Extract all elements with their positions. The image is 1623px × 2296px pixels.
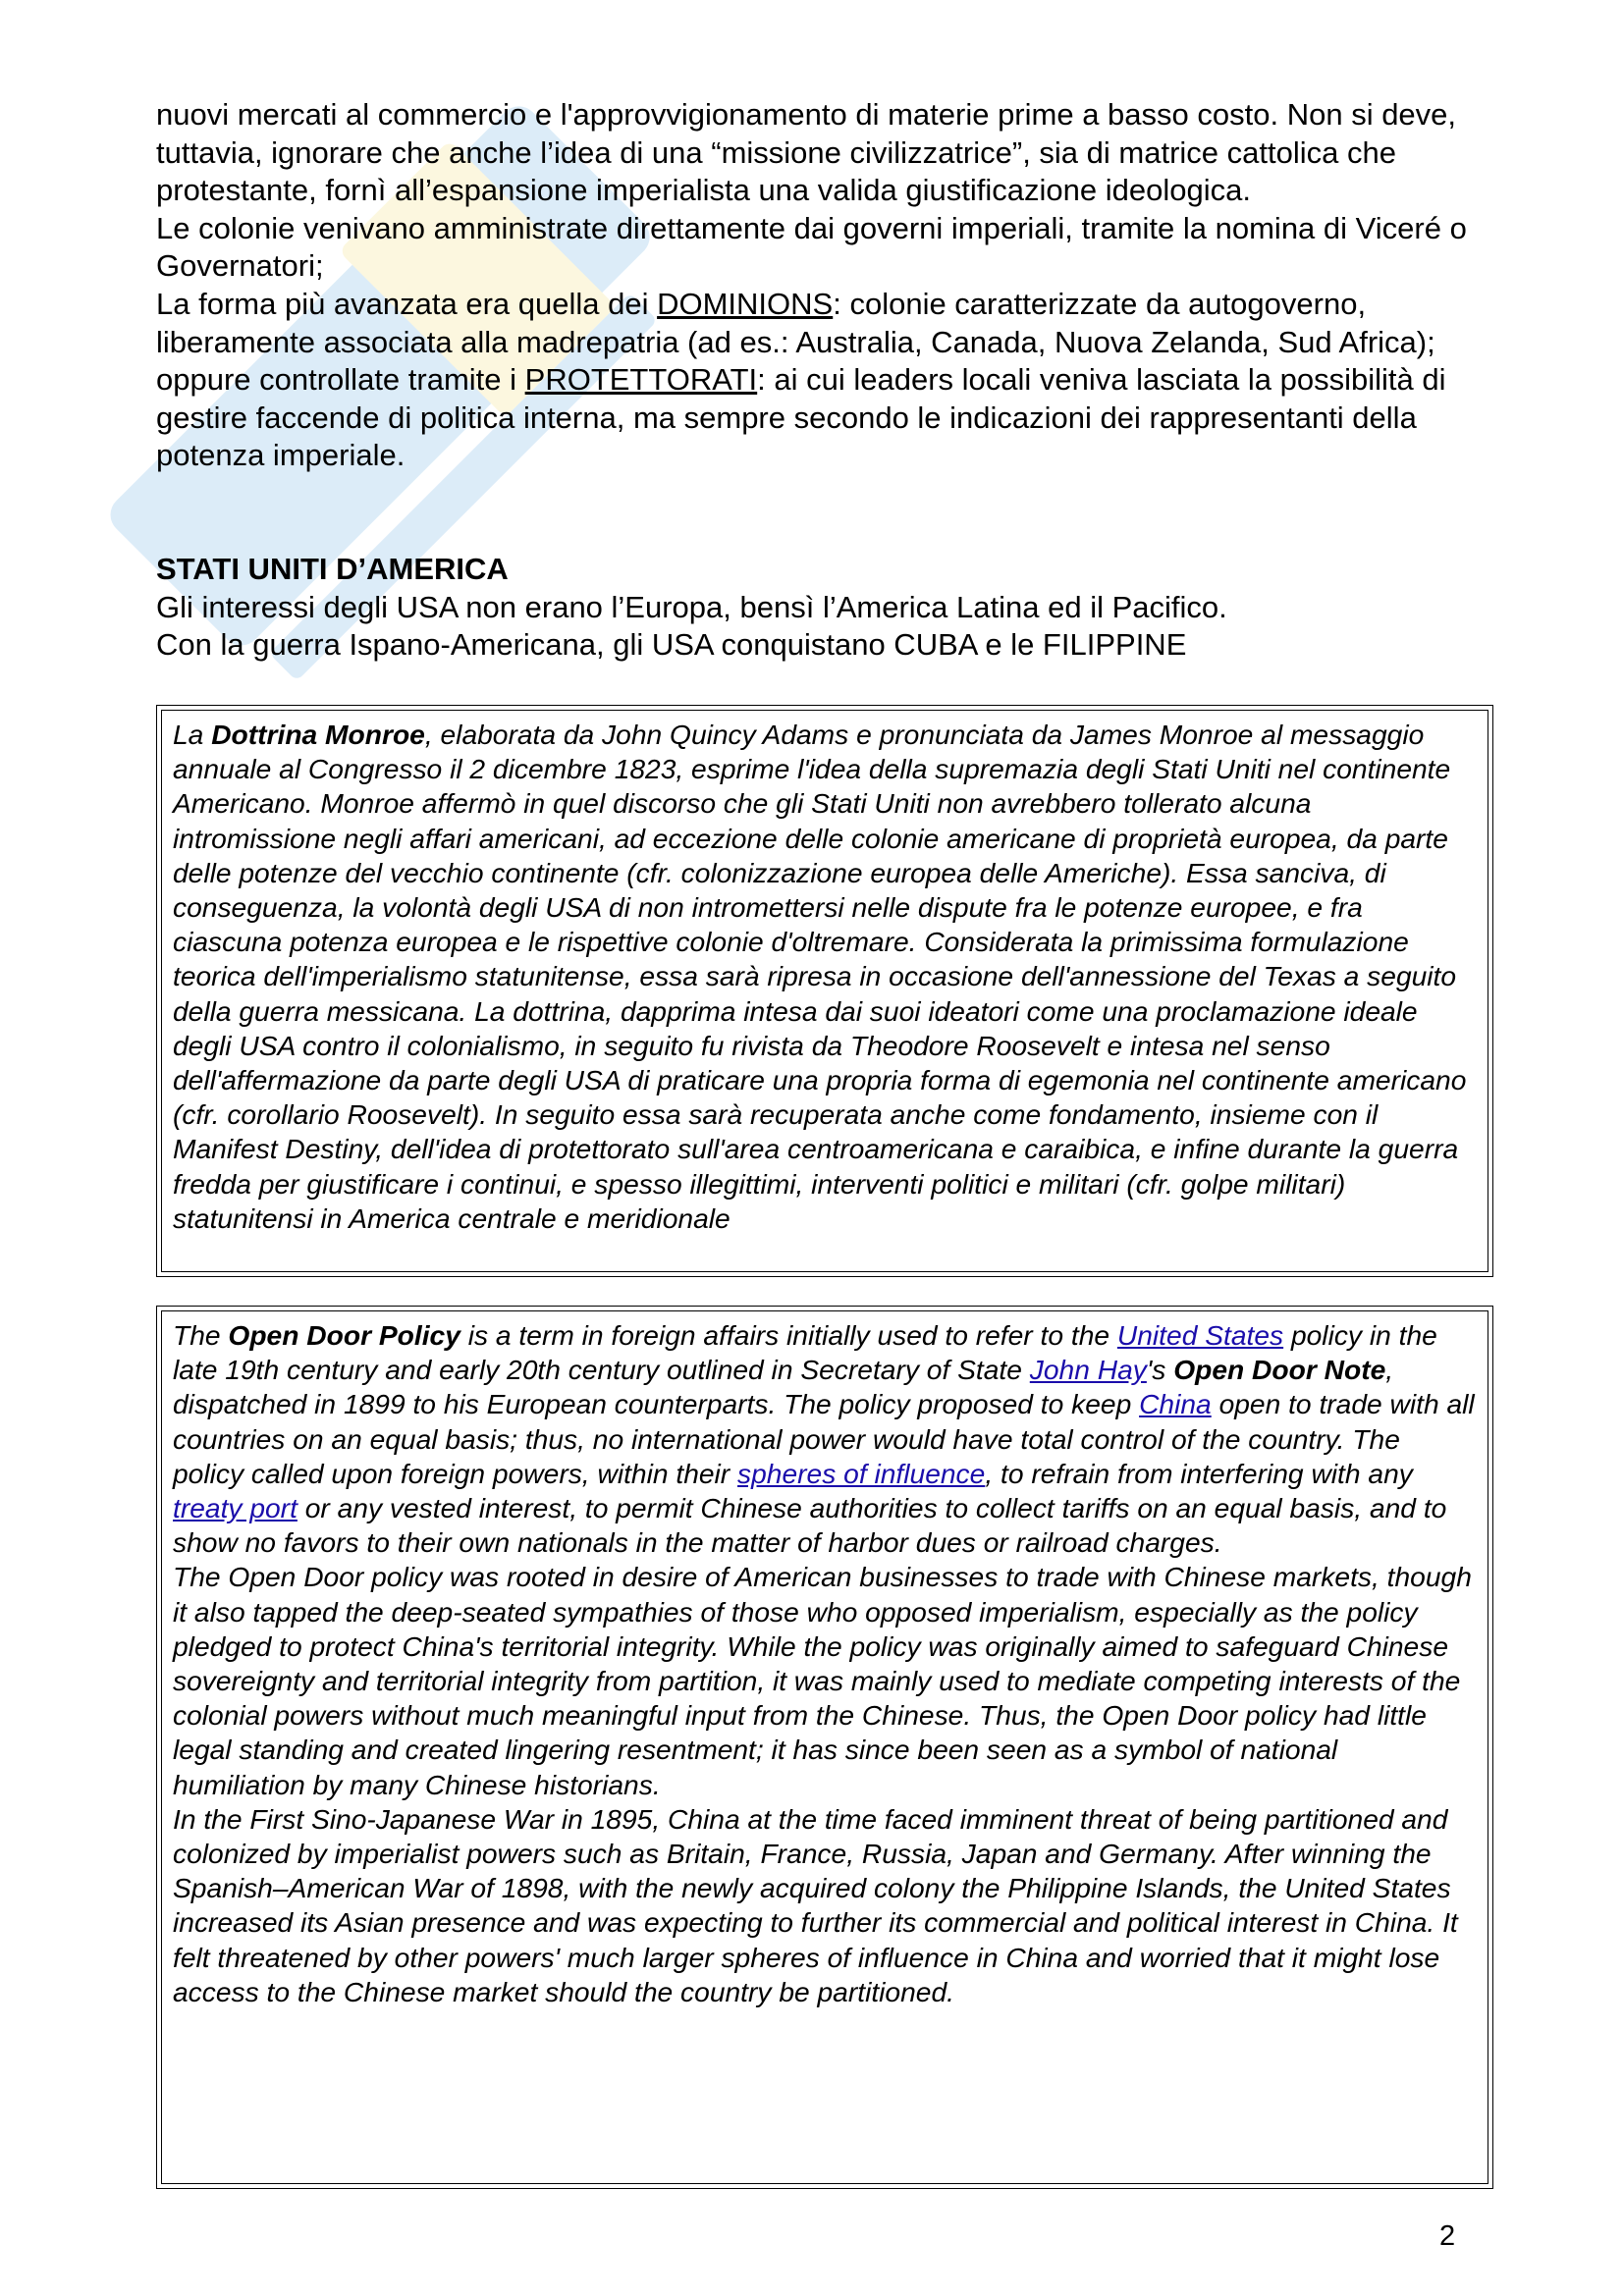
monroe-text: La Dottrina Monroe, elaborata da John Quincy Adams e pronunciata da James Monroe al messaggio annuale al Congresso il 2 dicembre 1823, esprime l'idea della supremazia degli Stati Uniti nel continente Americano. Monroe affermò in quel discorso che gli Stati Uniti non avrebbero tollerato alcuna intromissione negli affari americani, ad eccezione delle colonie americane di proprietà europea, da parte delle potenze del vecchio continente (cfr. colonizzazione europea delle Americhe). Essa sanciva, di conseguenza, la volontà degli USA di non intromettersi nelle dispute fra le potenze europee, e fra ciascuna potenza europea e le rispettive colonie d'oltremare. Considerata la primissima formulazione teorica dell'imperialismo statunitense, essa sarà ripresa in occasione dell'annessione del Texas a seguito della guerra messicana. La dottrina, dapprima intesa dai suoi ideatori come una proclamazione ideale degli USA contro il colonialismo, in seguito fu rivista da Theodore Roosevelt e intesa nel senso dell'affermazione da parte degli USA di praticare una propria forma di egemonia nel continente americano (cfr. corollario Roosevelt). In seguito essa sarà recuperata anche come fondamento, insieme con il Manifest Destiny, dell'idea di protettorato sull'area centroamericana e caraibica, e infine durante la guerra fredda per giustificare i continui, e spesso illegittimi, interventi politici e militari (cfr. golpe militari) statunitensi in America centrale e meridionale — [173, 719, 1467, 1234]
intro-paragraph-2: Le colonie venivano amministrate direttamente dai governi imperiali, tramite la nomina di Viceré o Governatori; — [156, 210, 1467, 284]
treaty-port-link[interactable]: treaty port — [173, 1492, 298, 1524]
page-number: 2 — [1439, 2220, 1456, 2252]
china-link[interactable]: China — [1139, 1388, 1212, 1420]
spheres-of-influence-link[interactable]: spheres of influence — [737, 1457, 986, 1489]
dominions-term: DOMINIONS — [657, 286, 834, 321]
usa-line-1: Gli interessi degli USA non erano l’Europa, bensì l’America Latina ed il Pacifico. — [156, 589, 1227, 624]
section-heading: STATI UNITI D’AMERICA — [156, 552, 509, 586]
usa-line-2: Con la guerra Ispano-Americana, gli USA conquistano CUBA e le FILIPPINE — [156, 627, 1187, 663]
open-door-note-term: Open Door Note — [1173, 1354, 1386, 1386]
monroe-doctrine-box — [156, 705, 1493, 1277]
protettorati-term: PROTETTORATI — [524, 362, 758, 398]
open-door-title: Open Door Policy — [228, 1319, 460, 1351]
usa-section — [156, 551, 1491, 665]
open-door-paragraph-1: The Open Door Policy is a term in foreign affairs initially used to refer to the United States policy in the late 19th century and early 20th century outlined in Secretary of State John Hay's Open Door Note, dispatched in 1899 to his European counterparts. The policy proposed to keep China open to trade with all countries on an equal basis; thus, no international power would have total control of the country. The policy called upon foreign powers, within their spheres of influence, to refrain from interfering with any treaty port or any vested interest, to permit Chinese authorities to collect tariffs on an equal basis, and to show no favors to their own nationals in the matter of harbor dues or railroad charges. — [173, 1319, 1475, 1559]
intro-section — [156, 96, 1491, 475]
open-door-paragraph-2: The Open Door policy was rooted in desire of American businesses to trade with Chinese markets, though it also tapped the deep-seated sympathies of those who opposed imperialism, especially as the policy pledged to protect China's territorial integrity. While the policy was originally aimed to safeguard Chinese sovereignty and territorial integrity from partition, it was mainly used to mediate competing interests of the colonial powers without much meaningful input from the Chinese. Thus, the Open Door policy had little legal standing and created lingering resentment; it has since been seen as a symbol of national humiliation by many Chinese historians. — [173, 1561, 1472, 1800]
open-door-policy-box — [156, 1306, 1493, 2189]
intro-paragraph-3: La forma più avanzata era quella dei DOMINIONS: colonie caratterizzate da autogoverno, liberamente associata alla madrepatria (ad es.: Australia, Canada, Nuova Zelanda, Sud Africa); oppure controllate tramite i PROTETTORATI: ai cui leaders locali veniva lasciata la possibilità di gestire faccende di politica interna, ma sempre secondo le indicazioni dei rappresentanti della potenza imperiale. — [156, 286, 1446, 473]
united-states-link[interactable]: United States — [1116, 1319, 1284, 1351]
open-door-paragraph-3: In the First Sino-Japanese War in 1895, China at the time faced imminent threat of being partitioned and colonized by imperialist powers such as Britain, France, Russia, Japan and Germany. After winning the Spanish–American War of 1898, with the newly acquired colony the Philippine Islands, the United States increased its Asian presence and was expecting to further its commercial and political interest in China. It felt threatened by other powers' much larger spheres of influence in China and worried that it might lose access to the Chinese market should the country be partitioned. — [173, 1802, 1458, 2007]
john-hay-link[interactable]: John Hay — [1029, 1354, 1147, 1386]
monroe-title: Dottrina Monroe — [211, 719, 425, 750]
intro-paragraph-1: nuovi mercati al commercio e l'approvvigionamento di materie prime a basso costo. Non si deve, tuttavia, ignorare che anche l’idea di una “missione civilizzatrice”, sia di matrice cattolica che protestante, fornì all’espansione imperialista una valida giustificazione ideologica. — [156, 97, 1457, 208]
